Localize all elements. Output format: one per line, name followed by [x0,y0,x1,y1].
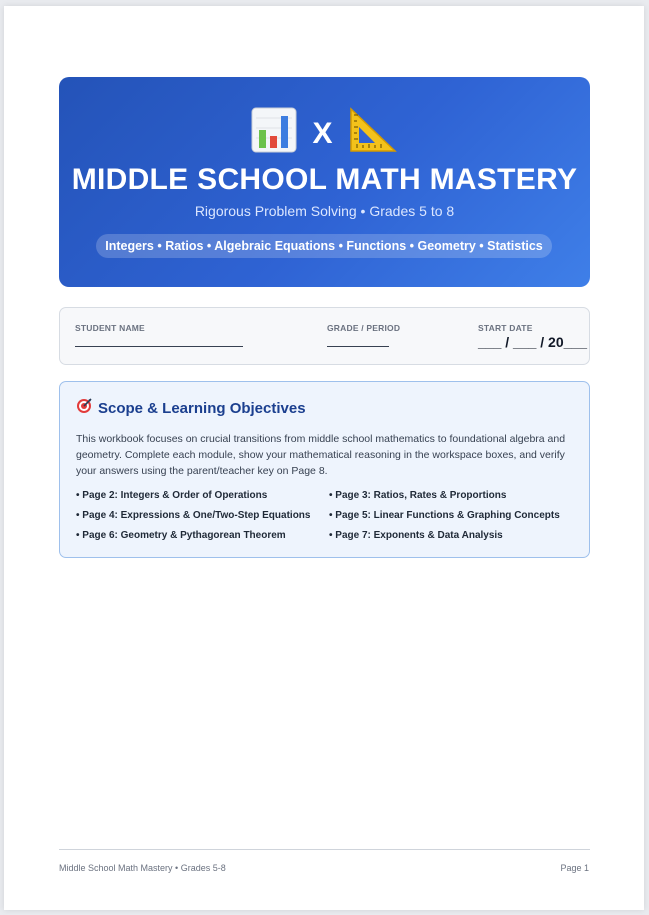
workbook-page [4,6,644,910]
objectives-description: This workbook focuses on crucial transitions from middle school mathematics to foundational algebra and geometry. Complete each module, show your mathematical reasoning in the workspace boxes, and verify your answers using the parent/teacher key on Page 8. [76,433,566,477]
list-item: • Page 5: Linear Functions & Graphing Concepts [329,510,560,521]
start-date-field[interactable]: ___ / ___ / 20___ [478,334,587,350]
student-info-box [59,307,590,365]
footer-title: Middle School Math Mastery • Grades 5-8 [59,863,226,873]
footer-divider [59,849,590,850]
list-item: • Page 3: Ratios, Rates & Proportions [329,490,507,501]
title-banner [59,77,590,287]
student-name-label: STUDENT NAME [75,323,145,333]
list-item: • Page 7: Exponents & Data Analysis [329,530,503,541]
topics-pill: Integers • Ratios • Algebraic Equations • Functions • Geometry • Statistics [96,234,552,258]
list-item: • Page 2: Integers & Order of Operations [76,490,268,501]
triangle-ruler-icon [347,105,399,160]
grade-period-label: GRADE / PERIOD [327,323,401,333]
bar-chart-icon [250,106,298,159]
list-item: • Page 6: Geometry & Pythagorean Theorem [76,530,286,541]
objectives-box [59,381,590,558]
times-sign: X [312,117,333,150]
objectives-list [76,490,576,542]
student-name-field[interactable] [75,346,243,347]
target-icon [76,398,92,418]
page-subtitle: Rigorous Problem Solving • Grades 5 to 8 [194,203,455,219]
start-date-label: START DATE [478,323,533,333]
page-title: MIDDLE SCHOOL MATH MASTERY [71,163,578,196]
objectives-heading: Scope & Learning Objectives [98,399,306,417]
list-item: • Page 4: Expressions & One/Two-Step Equations [76,510,311,521]
banner-icons [59,105,590,159]
grade-period-field[interactable] [327,346,389,347]
page-number: Page 1 [560,863,589,873]
objectives-heading-row [76,398,306,418]
